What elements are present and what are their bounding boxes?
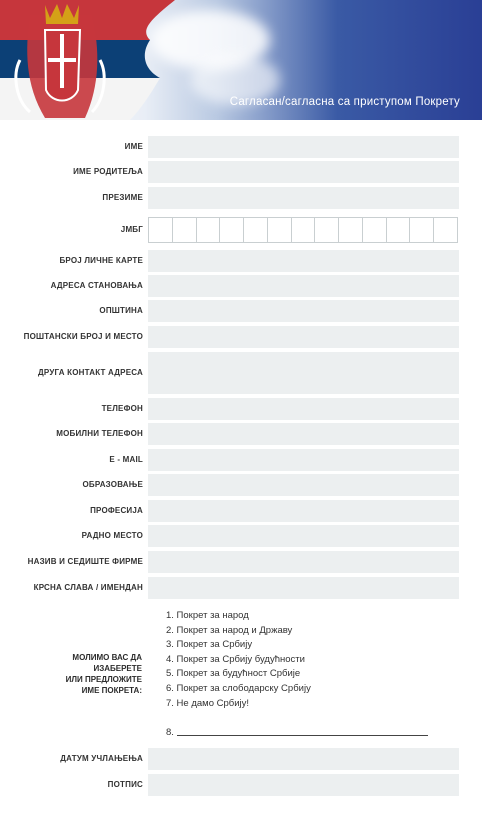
jmbg-digit-cell[interactable] <box>410 218 434 242</box>
field-label: ОБРАЗОВАЊЕ <box>82 480 143 489</box>
form-field-input[interactable] <box>148 250 459 272</box>
field-label: ПОШТАНСКИ БРОЈ И МЕСТО <box>23 332 143 341</box>
jmbg-digit-cell[interactable] <box>220 218 244 242</box>
movement-option[interactable]: 7. Не дамо Србију! <box>166 697 250 709</box>
jmbg-input[interactable] <box>148 217 458 243</box>
movement-option[interactable]: 4. Покрет за Србију будућности <box>166 653 305 665</box>
form-field-input[interactable] <box>148 500 459 522</box>
movement-option[interactable]: 3. Покрет за Србију <box>166 639 253 651</box>
field-label: ИМЕ <box>124 142 143 151</box>
movement-label: МОЛИМО ВАС ДА ИЗАБЕРЕТЕ ИЛИ ПРЕДЛОЖИТЕ ИМЕ ПОКРЕТА: <box>65 653 142 695</box>
movement-options-list <box>166 609 311 711</box>
form-field-input[interactable] <box>148 352 459 394</box>
header-banner <box>0 0 482 120</box>
field-label: ЈМБГ <box>120 224 143 234</box>
movement-option[interactable]: 6. Покрет за слободарску Србију <box>166 682 311 694</box>
form-field-input[interactable] <box>148 774 459 796</box>
jmbg-digit-cell[interactable] <box>197 218 221 242</box>
jmbg-digit-cell[interactable] <box>149 218 173 242</box>
form-field-input[interactable] <box>148 187 459 209</box>
jmbg-digit-cell[interactable] <box>315 218 339 242</box>
field-label: БРОЈ ЛИЧНЕ КАРТЕ <box>59 256 143 265</box>
jmbg-digit-cell[interactable] <box>387 218 411 242</box>
field-label: АДРЕСА СТАНОВАЊА <box>50 281 143 290</box>
jmbg-digit-cell[interactable] <box>292 218 316 242</box>
jmbg-digit-cell[interactable] <box>173 218 197 242</box>
form-field-input[interactable] <box>148 423 459 445</box>
form-field-input[interactable] <box>148 748 459 770</box>
form-field-input[interactable] <box>148 577 459 599</box>
field-label: РАДНО МЕСТО <box>81 531 143 540</box>
form-field-input[interactable] <box>148 300 459 322</box>
movement-option-other-label: 8. <box>166 727 174 738</box>
form-field-input[interactable] <box>148 449 459 471</box>
jmbg-digit-cell[interactable] <box>434 218 457 242</box>
field-label: ДАТУМ УЧЛАЊЕЊА <box>60 754 143 763</box>
field-label: ПРОФЕСИЈА <box>90 506 143 515</box>
field-label: ТЕЛЕФОН <box>101 404 143 413</box>
field-label: КРСНА СЛАВА / ИМЕНДАН <box>33 583 143 592</box>
field-label: ДРУГА КОНТАКТ АДРЕСА <box>38 368 143 377</box>
field-label: МОБИЛНИ ТЕЛЕФОН <box>56 429 143 438</box>
jmbg-digit-cell[interactable] <box>363 218 387 242</box>
movement-option[interactable]: 5. Покрет за будућност Србије <box>166 668 301 680</box>
field-label: E - MAIL <box>109 455 143 464</box>
field-label: ПОТПИС <box>107 780 143 789</box>
field-label: ИМЕ РОДИТЕЉА <box>73 167 143 176</box>
field-label: ОПШТИНА <box>99 306 143 315</box>
form-field-input[interactable] <box>148 326 459 348</box>
serbian-flag-image <box>0 0 175 120</box>
form-field-input[interactable] <box>148 161 459 183</box>
form-field-input[interactable] <box>148 136 459 158</box>
field-label: ПРЕЗИМЕ <box>102 193 143 202</box>
jmbg-digit-cell[interactable] <box>268 218 292 242</box>
field-label: НАЗИВ И СЕДИШТЕ ФИРМЕ <box>27 557 143 566</box>
form-field-input[interactable] <box>148 275 459 297</box>
header-title: Сагласан/сагласна са приступом Покрету <box>229 96 460 108</box>
form-field-input[interactable] <box>148 474 459 496</box>
movement-option-other-input[interactable] <box>177 735 428 736</box>
movement-option[interactable]: 1. Покрет за народ <box>166 610 249 621</box>
form-field-input[interactable] <box>148 525 459 547</box>
jmbg-digit-cell[interactable] <box>339 218 363 242</box>
form-field-input[interactable] <box>148 551 459 573</box>
form-field-input[interactable] <box>148 398 459 420</box>
jmbg-digit-cell[interactable] <box>244 218 268 242</box>
movement-option[interactable]: 2. Покрет за народ и Државу <box>166 624 293 636</box>
